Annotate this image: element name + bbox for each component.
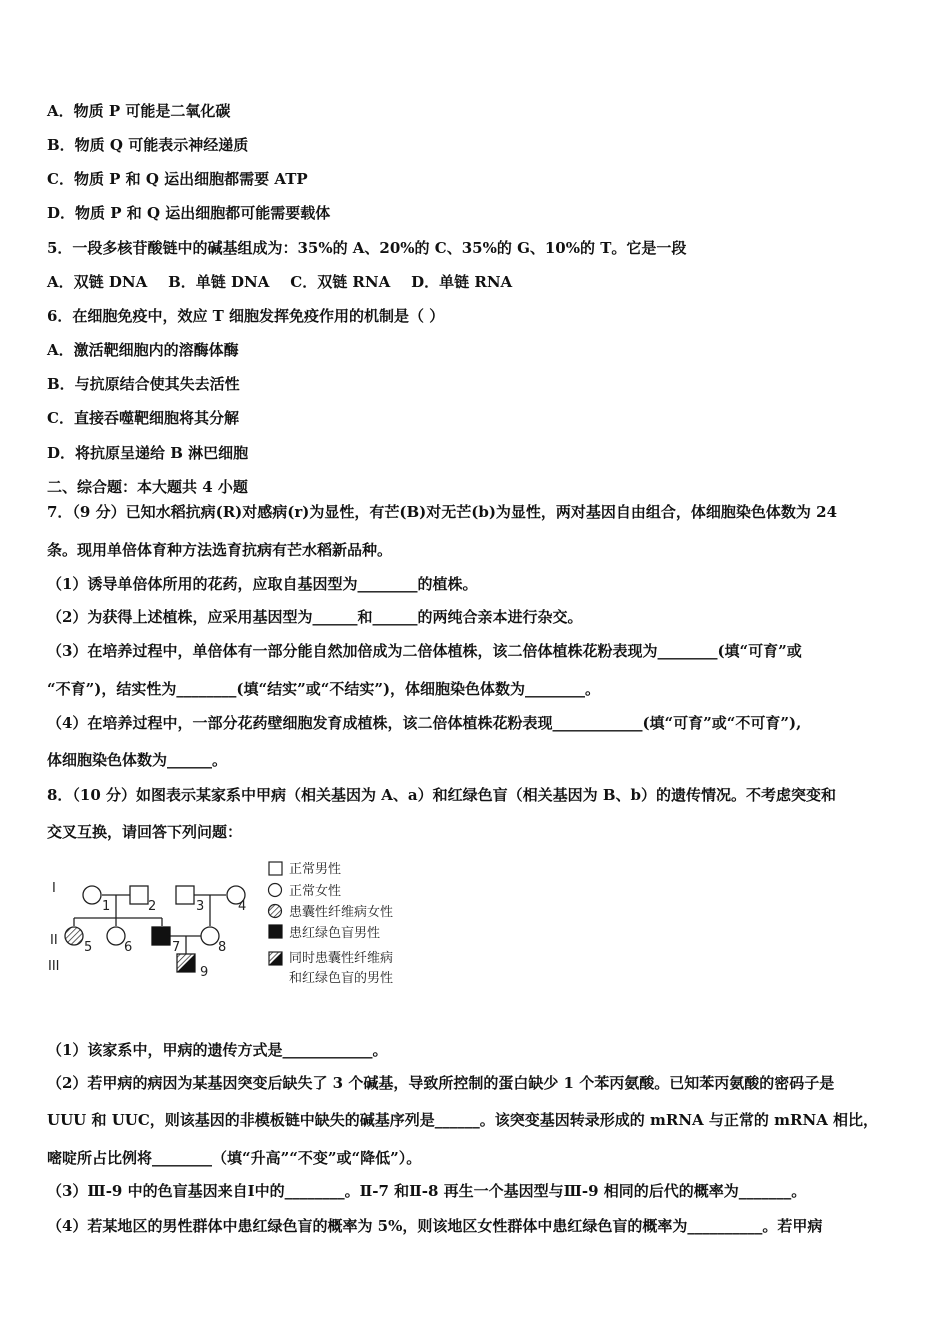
- q4-option-d: D．物质 P 和 Q 运出细胞都可能需要载体: [47, 204, 331, 222]
- individual-6: [107, 927, 125, 945]
- q7-part3-line1: （3）在培养过程中，单倍体有一部分能自然加倍成为二倍体植株，该二倍体植株花粉表现为________(填“可育”或: [47, 642, 802, 660]
- q7-stem-line1: 7．（9 分）已知水稻抗病(R)对感病(r)为显性，有芒(B)对无芒(b)为显性，两对基因自由组合，体细胞染色体数为 24: [47, 503, 838, 521]
- q5-options: A．双链 DNA B．单链 DNA C．双链 RNA D．单链 RNA: [47, 273, 513, 291]
- q6-option-c: C．直接吞噬靶细胞将其分解: [47, 409, 239, 427]
- q6-stem: 6．在细胞免疫中，效应 T 细胞发挥免疫作用的机制是（ ）: [47, 307, 445, 325]
- num-7: 7: [172, 940, 181, 955]
- individual-2: [130, 886, 148, 904]
- legend-normal-male: 正常男性: [289, 862, 342, 877]
- gen-label-1: I: [52, 881, 56, 896]
- num-8: 8: [218, 940, 227, 955]
- q5-stem: 5．一段多核苷酸链中的碱基组成为：35%的 A、20%的 C、35%的 G、10%的 T。它是一段: [47, 239, 687, 257]
- q7-part2: （2）为获得上述植株，应采用基因型为______和______的两纯合亲本进行杂交。: [47, 608, 583, 626]
- q7-part1: （1）诱导单倍体所用的花药，应取自基因型为________的植株。: [47, 575, 478, 593]
- num-5: 5: [84, 940, 93, 955]
- pedigree-legend: [269, 861, 394, 986]
- q4-option-c: C．物质 P 和 Q 运出细胞都需要 ATP: [47, 170, 308, 188]
- num-2: 2: [148, 899, 157, 914]
- q7-part4-line2: 体细胞染色体数为______。: [47, 751, 228, 769]
- q6-option-d: D．将抗原呈递给 B 淋巴细胞: [47, 444, 249, 462]
- q8-part2-line2: UUU 和 UUC，则该基因的非模板链中缺失的碱基序列是______。该突变基因转录形成的 mRNA 与正常的 mRNA 相比，: [47, 1111, 879, 1129]
- legend-colorblind-male: 患红绿色盲男性: [289, 926, 381, 941]
- num-9: 9: [200, 965, 209, 980]
- individual-8: [201, 927, 219, 945]
- num-4: 4: [238, 899, 247, 914]
- q7-part4-line1: （4）在培养过程中，一部分花药壁细胞发育成植株，该二倍体植株花粉表现____________(填“可育”或“不可育”),: [47, 714, 802, 732]
- q7-stem-line2: 条。现用单倍体育种方法选育抗病有芒水稻新品种。: [47, 541, 393, 559]
- legend-both-line2: 和红绿色盲的男性: [289, 971, 394, 986]
- q4-option-a: A．物质 P 可能是二氧化碳: [47, 102, 231, 120]
- q8-part2-line3: 嘧啶所占比例将________（填“升高”“不变”或“降低”）。: [47, 1149, 422, 1167]
- section-heading: 二、综合题：本大题共 4 小题: [47, 478, 248, 496]
- q6-option-a: A．激活靶细胞内的溶酶体酶: [47, 341, 239, 359]
- individual-5: [65, 927, 83, 945]
- gen-label-2: II: [50, 933, 58, 948]
- q8-stem-line1: 8．（10 分）如图表示某家系中甲病（相关基因为 A、a）和红绿色盲（相关基因为 B、b）的遗传情况。不考虑突变和: [47, 786, 837, 804]
- gen-label-3: III: [48, 959, 60, 974]
- num-1: 1: [102, 899, 111, 914]
- q8-part1: （1）该家系中，甲病的遗传方式是____________。: [47, 1041, 388, 1059]
- pedigree-chart: [44, 858, 444, 994]
- individual-7: [152, 927, 170, 945]
- q8-part3: （3）Ⅲ-9 中的色盲基因来自Ⅰ中的________。Ⅱ-7 和Ⅱ-8 再生一个基因型与Ⅲ-9 相同的后代的概率为_______。: [47, 1182, 807, 1200]
- individual-3: [176, 886, 194, 904]
- q8-part4: （4）若某地区的男性群体中患红绿色盲的概率为 5%，则该地区女性群体中患红绿色盲的概率为__________。若甲病: [47, 1217, 823, 1235]
- q8-part2-line1: （2）若甲病的病因为某基因突变后缺失了 3 个碱基，导致所控制的蛋白缺少 1 个苯丙氨酸。已知苯丙氨酸的密码子是: [47, 1074, 835, 1092]
- q8-stem-line2: 交叉互换，请回答下列问题：: [47, 823, 243, 841]
- legend-both-line1: 同时患囊性纤维病: [289, 951, 394, 966]
- num-3: 3: [196, 899, 205, 914]
- num-6: 6: [124, 940, 133, 955]
- legend-normal-female: 正常女性: [289, 884, 342, 899]
- q4-option-b: B．物质 Q 可能表示神经递质: [47, 136, 249, 154]
- gen3-members: [177, 954, 195, 972]
- q6-option-b: B．与抗原结合使其失去活性: [47, 375, 240, 393]
- legend-cf-female: 患囊性纤维病女性: [289, 905, 394, 920]
- individual-1: [83, 886, 101, 904]
- q7-part3-line2: “不育”)，结实性为________(填“结实”或“不结实”)，体细胞染色体数为________。: [47, 680, 601, 698]
